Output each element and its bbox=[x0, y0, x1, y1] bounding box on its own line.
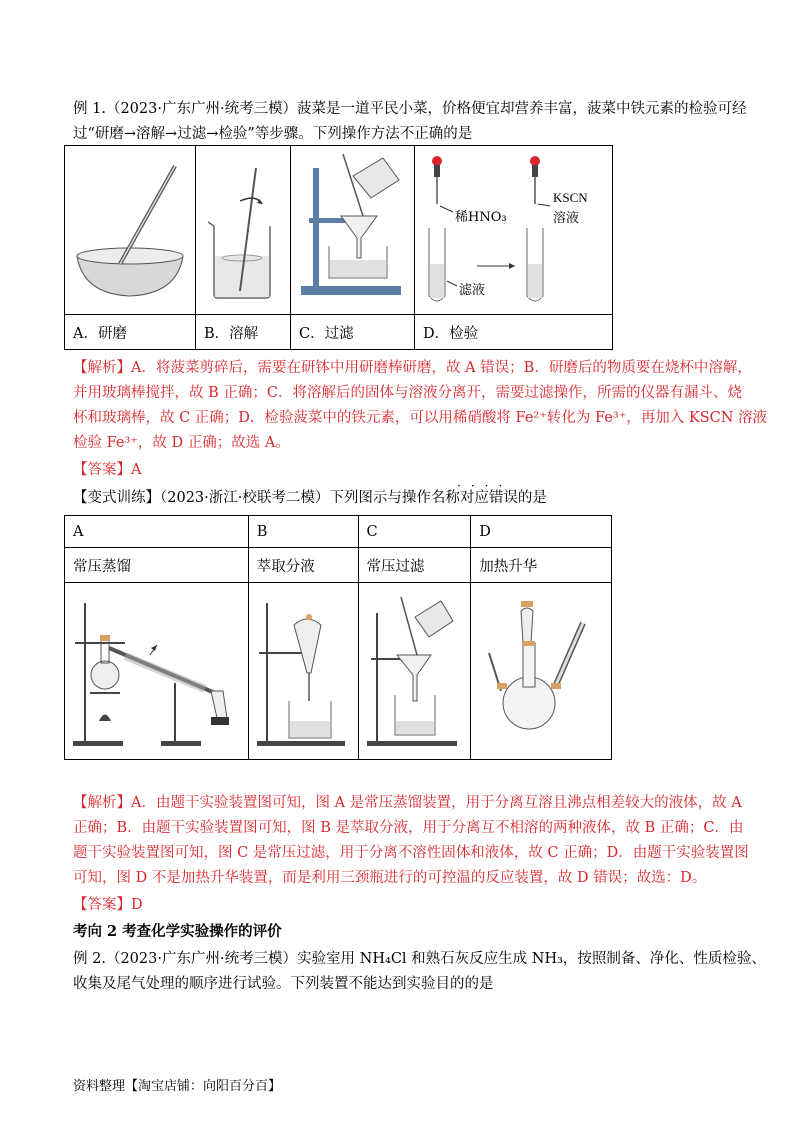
separatory-funnel-icon bbox=[249, 583, 352, 759]
variant-analysis-line4: 可知，图 D 不是加热升华装置，而是利用三颈瓶进行的可控温的反应装置，故 D 错误；故选：D。 bbox=[73, 870, 707, 886]
example1-analysis-line4: 检验 Fe³⁺，故 D 正确；故选 A。 bbox=[73, 435, 290, 451]
distillation-apparatus-icon bbox=[65, 583, 242, 759]
variant-analysis-line2: 正确；B．由题干实验装置图可知，图 B 是萃取分液，用于分离互不相溶的两种液体，故 B 正确；C．由 bbox=[73, 820, 744, 836]
solution-label: 溶液 bbox=[553, 211, 580, 226]
variant-name-d: 加热升华 bbox=[471, 548, 612, 583]
filtration-apparatus-icon bbox=[291, 146, 414, 314]
example2-question-line1: 例 2.（2023·广东广州·统考三模）实验室用 NH₄Cl 和熟石灰反应生成 NH₃，按照制备、净化、性质检验、 bbox=[73, 951, 766, 967]
example1-question-line2: 过“研磨→溶解→过滤→检验”等步骤。下列操作方法不正确的是 bbox=[73, 126, 473, 142]
example2-question-line2: 收集及尾气处理的顺序进行试验。下列装置不能达到实验目的的是 bbox=[73, 976, 494, 992]
option-b-label: B．溶解 bbox=[196, 315, 291, 350]
variant-figure-a bbox=[65, 583, 249, 760]
option-b-figure bbox=[196, 146, 291, 315]
example1-options-table bbox=[64, 145, 613, 350]
variant-name-c: 常压过滤 bbox=[358, 548, 471, 583]
example1-analysis-line3: 杯和玻璃棒，故 C 正确；D．检验菠菜中的铁元素，可以用稀硝酸将 Fe²⁺转化为 Fe³⁺，再加入 KSCN 溶液 bbox=[73, 410, 768, 426]
variant-letter-b: B bbox=[248, 516, 358, 548]
variant-name-b: 萃取分液 bbox=[248, 548, 358, 583]
variant-options-table bbox=[64, 515, 612, 760]
variant-figure-b bbox=[248, 583, 358, 760]
section2-heading: 考向 2 考查化学实验操作的评价 bbox=[73, 923, 282, 940]
kscn-label: KSCN bbox=[553, 190, 588, 205]
option-a-label: A．研磨 bbox=[65, 315, 196, 350]
option-c-figure bbox=[291, 146, 415, 315]
variant-answer: 【答案】D bbox=[73, 897, 143, 913]
emphasis-dots: ···· bbox=[457, 479, 513, 493]
example1-question-line1: 例 1.（2023·广东广州·统考三模）菠菜是一道平民小菜，价格便宜却营养丰富，菠菜中铁元素的检验可经 bbox=[73, 101, 747, 117]
beaker-stir-icon bbox=[196, 146, 290, 314]
mortar-pestle-icon bbox=[65, 146, 195, 314]
variant-figure-c bbox=[358, 583, 471, 760]
example1-analysis-line1: 【解析】A．将菠菜剪碎后，需要在研钵中用研磨棒研磨，故 A 错误；B．研磨后的物质要在烧杯中溶解， bbox=[73, 360, 752, 376]
option-a-figure bbox=[65, 146, 196, 315]
variant-question: 【变式训练】（2023·浙江·校联考二模）下列图示与操作名称对应错误的是 bbox=[73, 490, 547, 506]
variant-letter-c: C bbox=[358, 516, 471, 548]
filtrate-label: 滤液 bbox=[459, 283, 486, 298]
variant-analysis-line1: 【解析】A．由题干实验装置图可知，图 A 是常压蒸馏装置，用于分离互溶且沸点相差较大的液体，故 A bbox=[73, 795, 742, 811]
option-c-label: C．过滤 bbox=[291, 315, 415, 350]
filtration-setup-icon bbox=[359, 583, 465, 759]
hno3-label: 稀HNO₃ bbox=[455, 210, 507, 225]
iron-test-tubes-icon bbox=[415, 146, 612, 314]
example1-analysis-line2: 并用玻璃棒搅拌，故 B 正确；C．将溶解后的固体与溶液分离开，需要过滤操作，所需的仪器有漏斗、烧 bbox=[73, 385, 742, 401]
option-d-label: D．检验 bbox=[415, 315, 613, 350]
option-d-figure bbox=[415, 146, 613, 315]
variant-letter-a: A bbox=[65, 516, 249, 548]
variant-name-a: 常压蒸馏 bbox=[65, 548, 249, 583]
example1-answer: 【答案】A bbox=[73, 462, 142, 478]
variant-letter-d: D bbox=[471, 516, 612, 548]
variant-figure-d bbox=[471, 583, 612, 760]
page-footer: 资料整理【淘宝店铺：向阳百分百】 bbox=[73, 1079, 282, 1094]
three-neck-flask-icon bbox=[471, 583, 605, 759]
variant-analysis-line3: 题干实验装置图可知，图 C 是常压过滤，用于分离不溶性固体和液体，故 C 正确；D．由题干实验装置图 bbox=[73, 845, 749, 861]
